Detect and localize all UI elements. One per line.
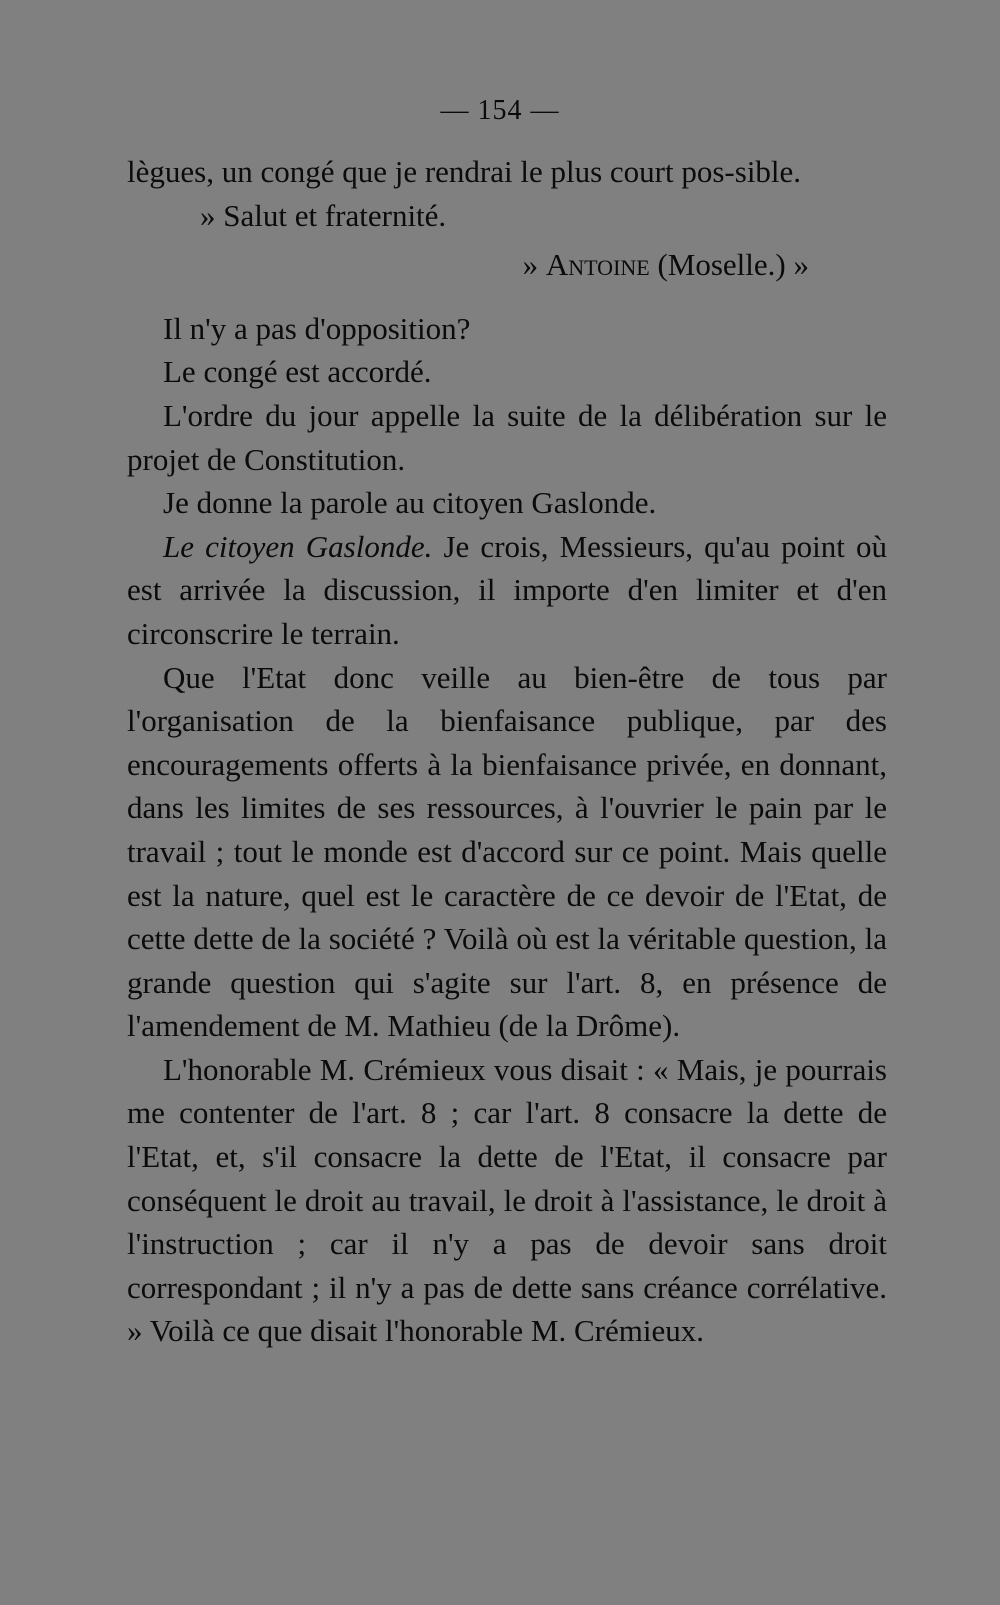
signature-suffix: (Moselle.) » <box>649 247 809 283</box>
continued-paragraph: lègues, un congé que je rendrai le plus court pos-sible. <box>127 154 802 189</box>
paragraph-cremieux: L'honorable M. Crémieux vous disait : « Mais, je pourrais me contenter de l'art. 8 ; car l'art. 8 consacre la dette de l'Etat, et, s'il consacre la dette de l'Etat, il consacre par conséquent le droit au travail, le droit à l'assistance, le droit à l'instruction ; car il n'y a pas de devoir sans droit correspondant ; il n'y a pas de dette sans créance corrélative. » Voilà ce que disait l'honorable M. Crémieux. <box>127 1051 887 1349</box>
paragraph-parole: Je donne la parole au citoyen Gaslonde. <box>163 485 657 521</box>
signature-name: Antoine <box>545 247 650 283</box>
signature-prefix: » <box>522 247 546 283</box>
speaker-name: Le citoyen Gaslonde. <box>163 528 433 564</box>
salutation-line: » Salut et fraternité. <box>200 197 447 233</box>
paragraph-ordre-du-jour: L'ordre du jour appelle la suite de la délibération sur le projet de Constitution. <box>127 397 887 477</box>
paragraph-etat: Que l'Etat donc veille au bien-être de tous par l'organisation de la bienfaisance publique, par des encouragements offerts à la bienfaisance privée, en donnant, dans les limites de ses ressources, à l'ouvrier le pain par le travail ; tout le monde est d'accord sur ce point. Mais quelle est la nature, quel est le caractère de ce devoir de l'Etat, de cette dette de la société ? Voilà où est la véritable question, la grande question qui s'agite sur l'art. 8, en présence de l'amendement de M. Mathieu (de la Drôme). <box>127 659 887 1044</box>
page-number: — 154 — <box>440 95 560 126</box>
text-body <box>127 150 887 1353</box>
paragraph-opposition: Il n'y a pas d'opposition? <box>163 310 471 346</box>
signature-line <box>127 243 887 287</box>
speech-text: Je crois, Messieurs, qu'au point où est arrivée la discussion, il importe d'en limiter et d'en circonscrire le terrain. <box>127 528 887 651</box>
paragraph-conge: Le congé est accordé. <box>163 354 432 390</box>
paragraph-gaslonde <box>127 525 887 656</box>
